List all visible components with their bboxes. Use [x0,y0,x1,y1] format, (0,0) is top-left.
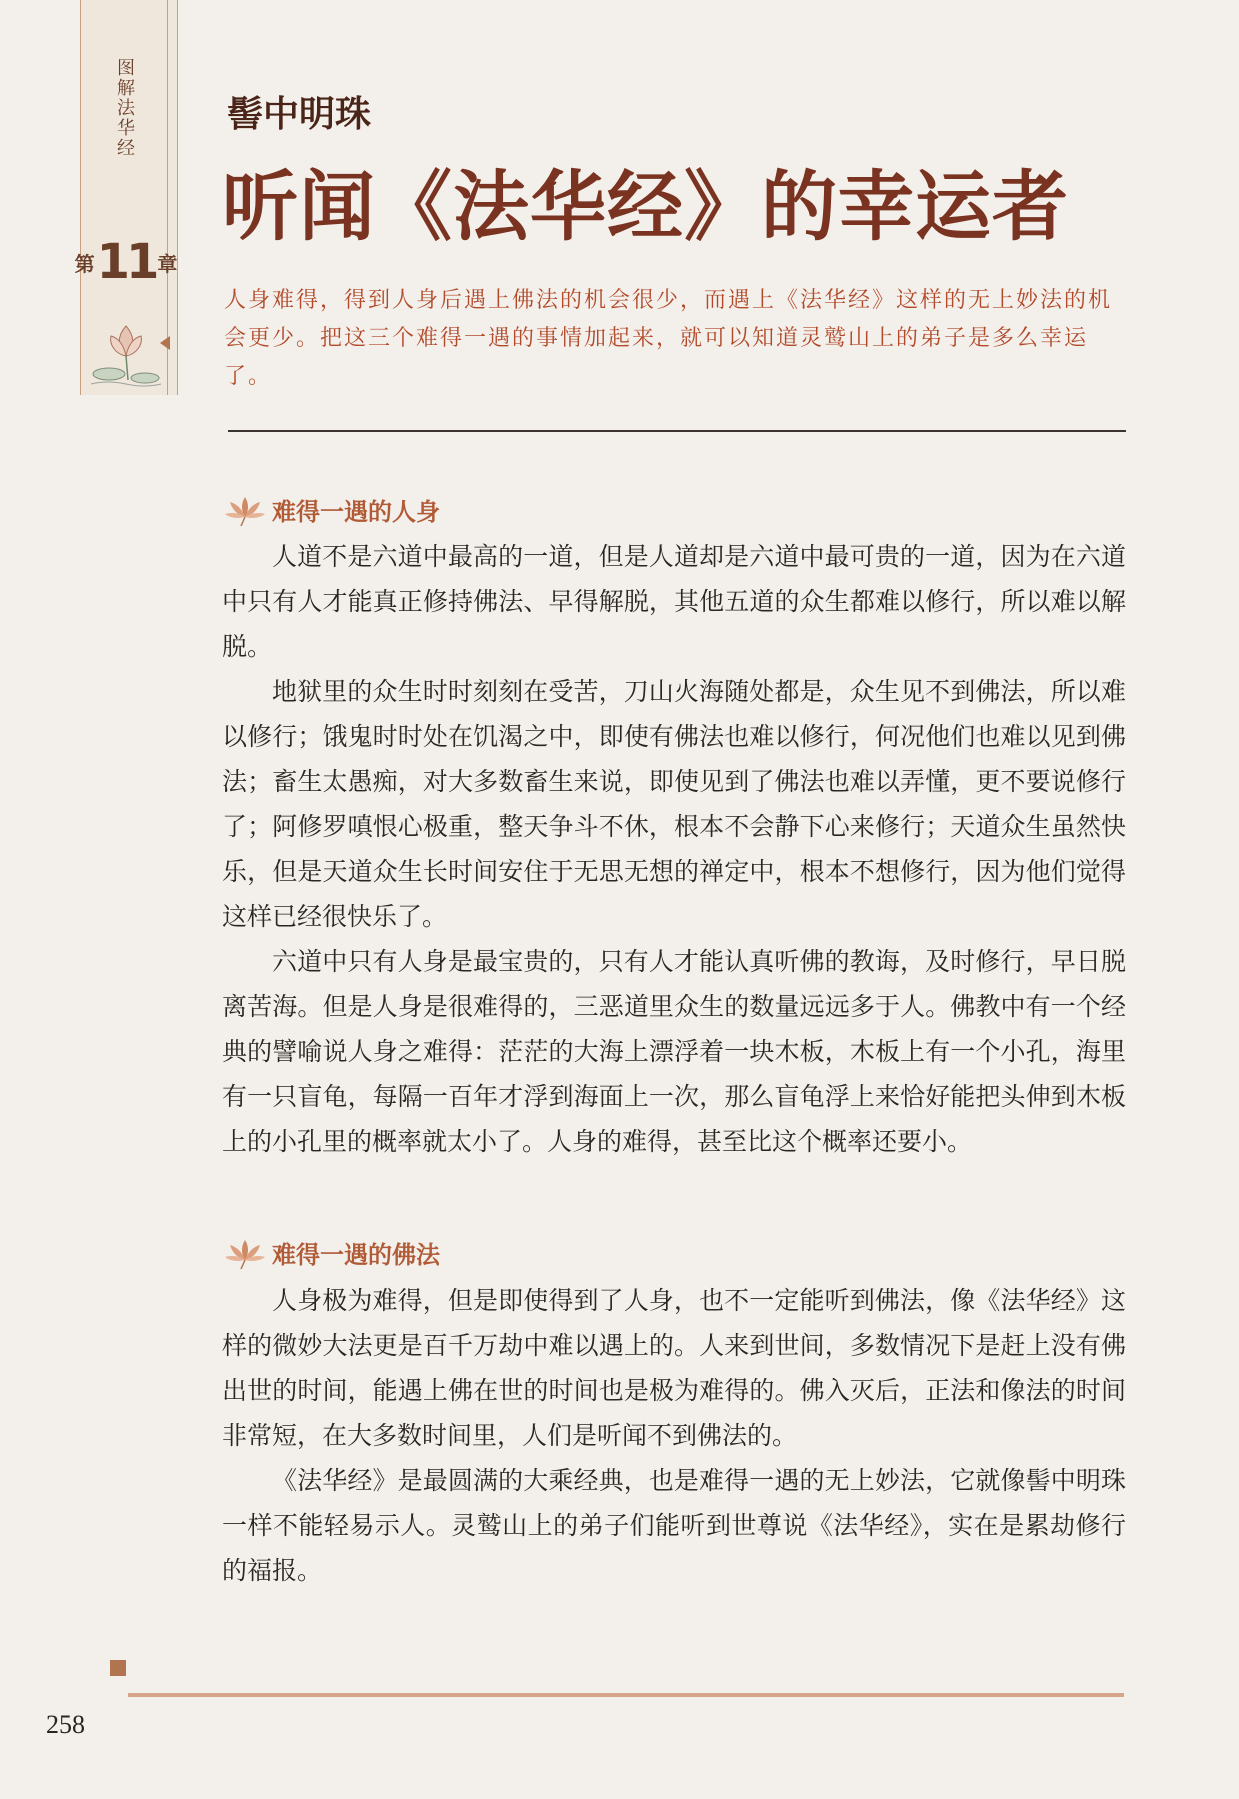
chapter-number: 11 [96,234,156,290]
footer-square-icon [110,1660,126,1676]
section-heading-text: 难得一遇的佛法 [272,1241,440,1269]
chapter-suffix: 章 [157,251,178,276]
page-title: 听闻《法华经》的幸运者 [222,162,1069,251]
book-title: 图解法华经 [114,58,135,158]
section-heading-text: 难得一遇的人身 [272,498,440,526]
section-body-2 [222,1278,1126,1593]
paragraph: 人身极为难得，但是即使得到了人身，也不一定能听到佛法，像《法华经》这样的微妙大法更是百千万劫中难以遇上的。人来到世间，多数情况下是赶上没有佛出世的时间，能遇上佛在世的时间也是极为难得的。佛入灭后，正法和像法的时间非常短，在大多数时间里，人们是听闻不到佛法的。 [222,1286,1126,1450]
footer-divider [128,1693,1124,1697]
section-body-1 [222,534,1126,1164]
lotus-bullet-icon [224,1236,266,1270]
lotus-bullet-icon [224,493,266,527]
chapter-label [74,232,178,292]
paragraph: 《法华经》是最圆满的大乘经典，也是难得一遇的无上妙法，它就像髻中明珠一样不能轻易示人。灵鹫山上的弟子们能听到世尊说《法华经》，实在是累劫修行的福报。 [222,1466,1126,1585]
paragraph: 人道不是六道中最高的一道，但是人道却是六道中最可贵的一道，因为在六道中只有人才能真正修持佛法、早得解脱，其他五道的众生都难以修行，所以难以解脱。 [222,542,1126,661]
title-divider [228,430,1126,432]
section-kicker: 髻中明珠 [227,93,372,135]
chapter-prefix: 第 [74,251,95,276]
intro-paragraph: 人身难得，得到人身后遇上佛法的机会很少，而遇上《法华经》这样的无上妙法的机会更少。把这三个难得一遇的事情加起来，就可以知道灵鹫山上的弟子是多么幸运了。 [224,288,1113,389]
tab-pointer-icon [160,336,170,350]
page-number: 258 [46,1710,85,1739]
lotus-icon [87,308,165,388]
section-heading-2 [224,1235,440,1270]
section-heading-1 [224,492,440,527]
paragraph: 六道中只有人身是最宝贵的，只有人才能认真听佛的教诲，及时修行，早日脱离苦海。但是人身是很难得的，三恶道里众生的数量远远多于人。佛教中有一个经典的譬喻说人身之难得：茫茫的大海上漂浮着一块木板，木板上有一个小孔，海里有一只盲龟，每隔一百年才浮到海面上一次，那么盲龟浮上来恰好能把头伸到木板上的小孔里的概率就太小了。人身的难得，甚至比这个概率还要小。 [222,947,1126,1156]
paragraph: 地狱里的众生时时刻刻在受苦，刀山火海随处都是，众生见不到佛法，所以难以修行；饿鬼时时处在饥渴之中，即使有佛法也难以修行，何况他们也难以见到佛法；畜生太愚痴，对大多数畜生来说，即使见到了佛法也难以弄懂，更不要说修行了；阿修罗嗔恨心极重，整天争斗不休，根本不会静下心来修行；天道众生虽然快乐，但是天道众生长时间安住于无思无想的禅定中，根本不想修行，因为他们觉得这样已经很快乐了。 [222,677,1126,931]
